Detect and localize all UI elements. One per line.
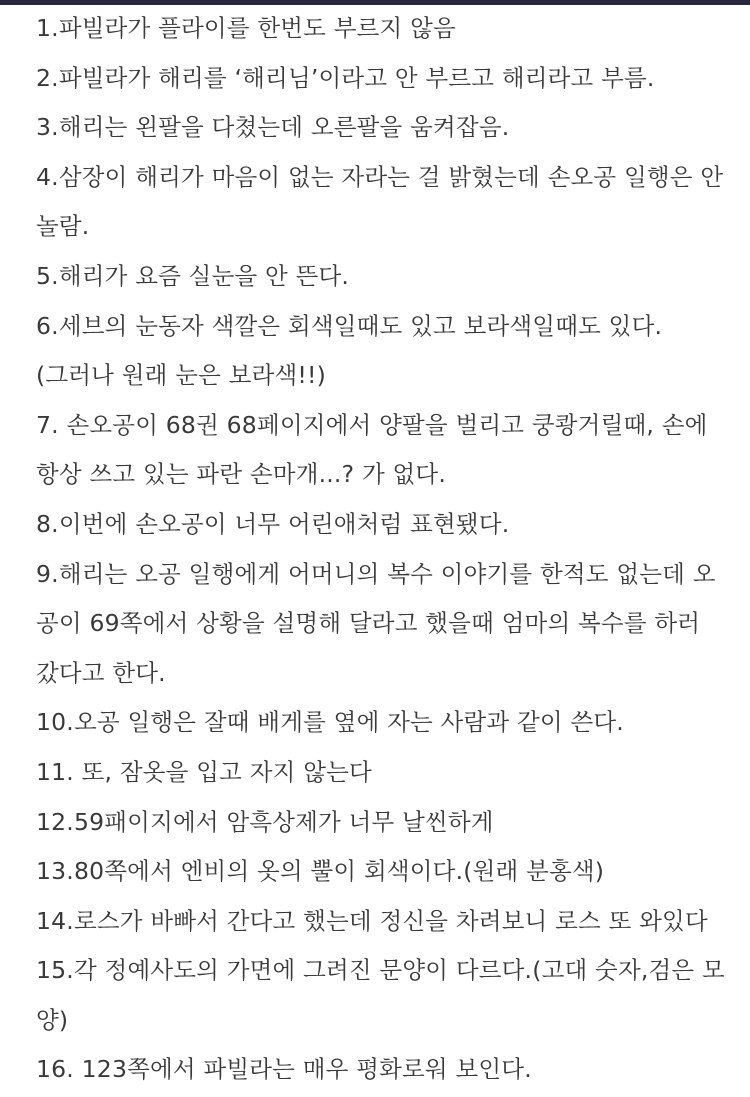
text-line: 6.세브의 눈동자 색깔은 회색일때도 있고 보라색일때도 있다. xyxy=(36,311,663,340)
text-line: (그러나 원래 눈은 보라색!!) xyxy=(36,361,326,390)
text-line: 13.80쪽에서 엔비의 옷의 뿔이 회색이다.(원래 분홍색) xyxy=(36,857,605,886)
text-line: 11. 또, 잠옷을 입고 자지 않는다 xyxy=(36,757,372,786)
text-line: 14.로스가 바빠서 간다고 했는데 정신을 차려보니 로스 또 와있다 xyxy=(36,906,708,935)
text-line: 7. 손오공이 68권 68페이지에서 양팔을 벌리고 쿵쾅거릴때, 손에 xyxy=(36,410,708,439)
text-line: 8.이번에 손오공이 너무 어린애처럼 표현됐다. xyxy=(36,509,510,538)
text-line: 공이 69쪽에서 상황을 설명해 달라고 했을때 엄마의 복수를 하러 xyxy=(36,609,701,638)
text-line: 1.파빌라가 플라이를 한번도 부르지 않음 xyxy=(36,14,456,42)
text-line: 16. 123쪽에서 파빌라는 매우 평화로워 보인다. xyxy=(36,1055,532,1084)
text-line: 12.59패이지에서 암흑상제가 너무 날씬하게 xyxy=(36,807,494,836)
text-line: 4.삼장이 해리가 마음이 없는 자라는 걸 밝혔는데 손오공 일행은 안 xyxy=(36,162,724,191)
text-line: 10.오공 일행은 잘때 배게를 옆에 자는 사람과 같이 쓴다. xyxy=(36,708,624,737)
text-line: 15.각 정예사도의 가면에 그려진 문양이 다르다.(고대 숫자,검은 모 xyxy=(36,956,725,985)
text-line: 항상 쓰고 있는 파란 손마개...? 가 없다. xyxy=(36,460,446,489)
text-line: 3.해리는 왼팔을 다쳤는데 오른팔을 움켜잡음. xyxy=(36,113,510,142)
text-line: 5.해리가 요즘 실눈을 안 뜬다. xyxy=(36,261,350,290)
text-line: 놀람. xyxy=(36,212,90,241)
text-line: 갔다고 한다. xyxy=(36,658,166,687)
text-line: 2.파빌라가 해리를 ‘해리님’이라고 안 부르고 해리라고 부름. xyxy=(36,63,655,92)
text-line: 양) xyxy=(36,1005,69,1034)
text-line: 9.해리는 오공 일행에게 어머니의 복수 이야기를 한적도 없는데 오 xyxy=(36,559,716,588)
text-list xyxy=(36,4,726,1095)
